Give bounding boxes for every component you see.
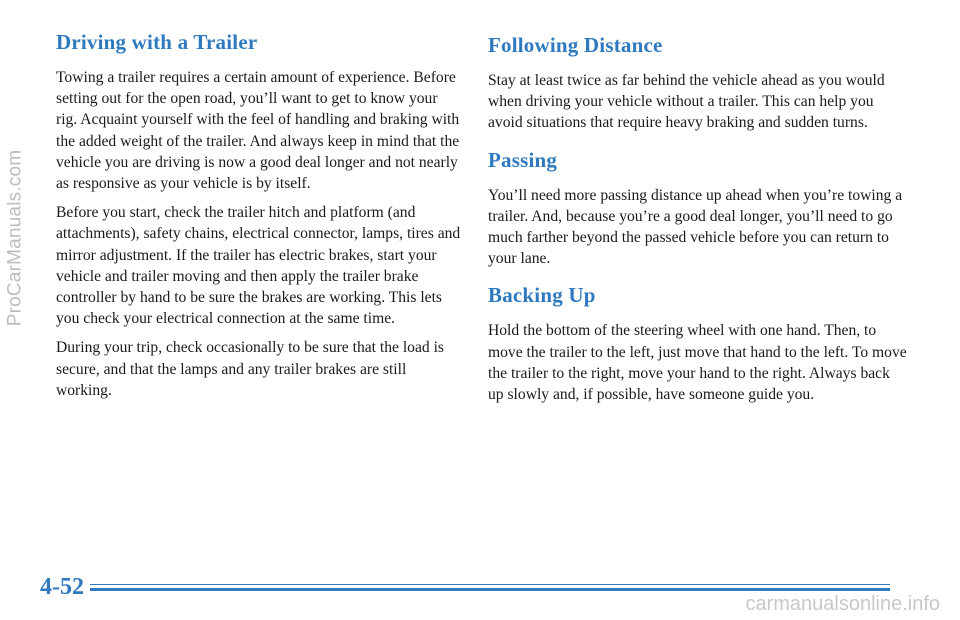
footer-rule-thick <box>90 588 890 591</box>
backing-up-text: Hold the bottom of the steering wheel with one hand. Then, to move the trailer to the left, just move that hand to the left. To move the trailer to the right, move your hand to the right. Always back up slowly and, if possible, have someone guide you. <box>488 322 907 404</box>
paragraph-towing-experience: Towing a trailer requires a certain amount of experience. Before setting out for the open road, you’ll want to get to know your rig. Acquaint yourself with the feel of handling and braking with the added weight of the trailer. And always keep in mind that the vehicle you are driving is now a good deal longer and not nearly as responsive as your vehicle is by itself. <box>56 69 460 193</box>
footer-rule-thin <box>90 584 890 585</box>
page-number: 4-52 <box>40 574 84 600</box>
right-column <box>488 30 908 413</box>
passing-text: You’ll need more passing distance up ahead when you’re towing a trailer. And, because you’re a good deal longer, you’ll need to go much farther beyond the passed vehicle before you can return to your lane. <box>488 186 903 268</box>
left-column <box>56 30 462 409</box>
following-distance-heading: Following Distance <box>488 33 663 57</box>
paragraph-during-trip: During your trip, check occasionally to be sure that the load is secure, and that the lamps and any trailer brakes are still working. <box>56 339 445 399</box>
side-watermark <box>2 18 28 458</box>
backing-up-heading: Backing Up <box>488 283 596 308</box>
paragraph-before-you-start: Before you start, check the trailer hitch and platform (and attachments), safety chains, electrical connector, lamps, tires and mirror adjustment. If the trailer has electric brakes, start your vehicle and trailer moving and then apply the trailer brake controller by hand to be sure the brakes are working. This lets you check your electrical connection at the same time. <box>56 204 461 328</box>
following-distance-text: Stay at least twice as far behind the vehicle ahead as you would when driving your vehicle without a trailer. This can help you avoid situations that require heavy braking and sudden turns. <box>488 72 885 132</box>
bottom-watermark: carmanualsonline.info <box>745 593 940 615</box>
driving-with-trailer-heading: Driving with a Trailer <box>56 30 258 54</box>
passing-heading: Passing <box>488 147 558 172</box>
side-watermark-text: ProCarManuals.com <box>4 149 26 327</box>
